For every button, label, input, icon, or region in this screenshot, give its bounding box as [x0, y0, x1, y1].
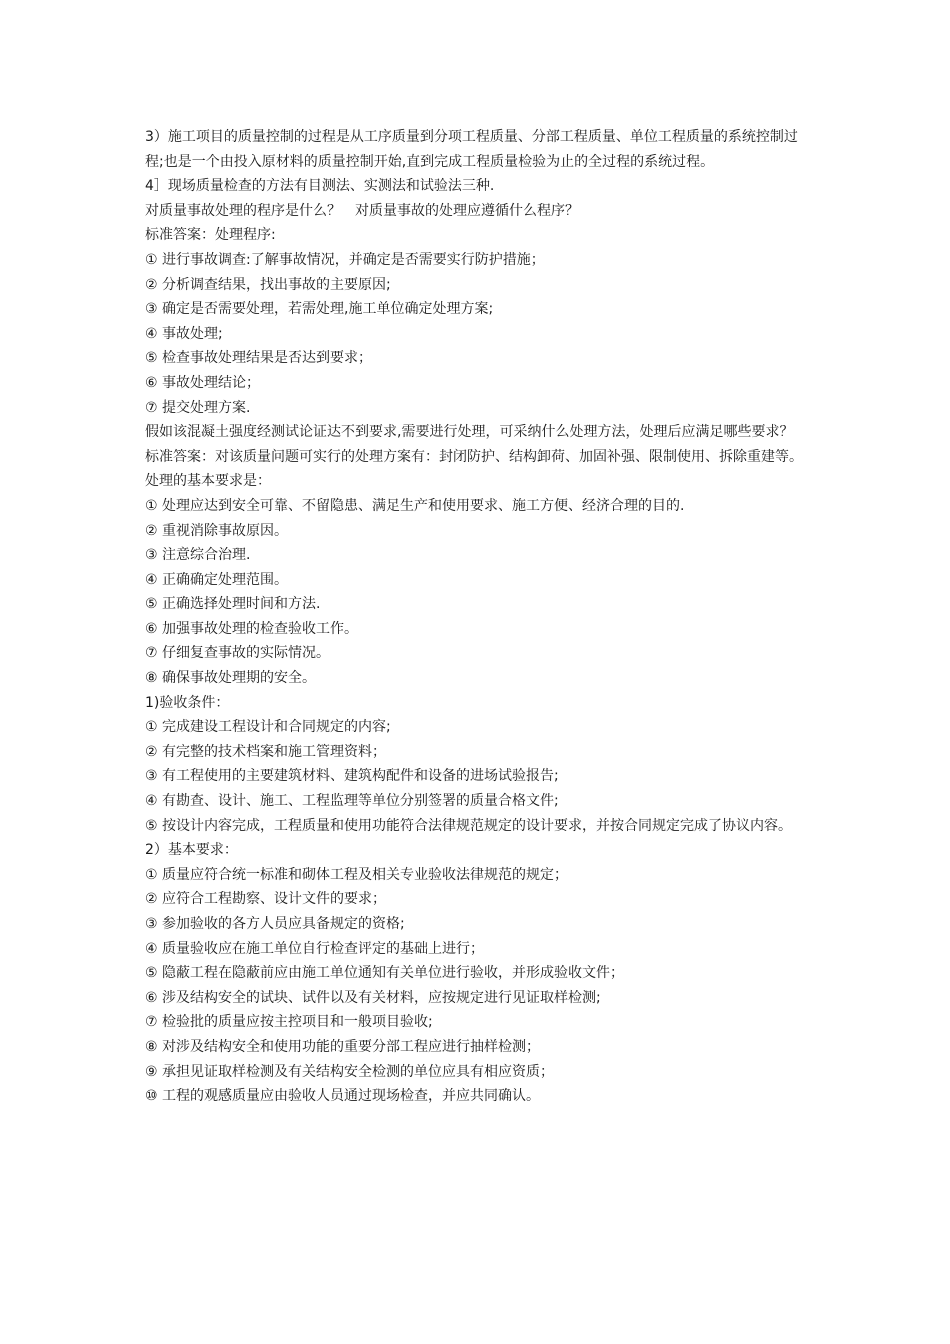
procedure-item: ② 分析调查结果，找出事故的主要原因;: [145, 276, 391, 293]
requirement-item: ⑤ 正确选择处理时间和方法.: [145, 596, 321, 613]
basic-requirement-item: ⑥ 涉及结构安全的试块、试件以及有关材料，应按规定进行见证取样检测;: [145, 989, 601, 1006]
basic-requirement-item: ⑦ 检验批的质量应按主控项目和一般项目验收;: [145, 1014, 433, 1031]
paragraph-inspection-methods: 4］现场质量检查的方法有目测法、实测法和试验法三种.: [145, 178, 495, 195]
basic-requirement-item: ④ 质量验收应在施工单位自行检查评定的基础上进行；: [145, 940, 484, 957]
requirement-item: ③ 注意综合治理.: [145, 547, 251, 564]
requirement-item: ⑦ 仔细复查事故的实际情况。: [145, 645, 331, 662]
answer-heading-procedure: 标准答案：处理程序:: [145, 227, 276, 244]
paragraph-quality-control-process: 3）施工项目的质量控制的过程是从工序质量到分项工程质量、分部工程质量、单位工程质量的系统控制过程;也是一个由投入原材料的质量控制开始,直到完成工程质量检验为止的全过程的系统过程。: [145, 129, 798, 170]
procedure-item: ⑦ 提交处理方案.: [145, 399, 251, 416]
procedure-item: ① 进行事故调查:了解事故情况，并确定是否需要实行防护措施；: [145, 251, 545, 268]
question-concrete-strength: 假如该混凝土强度经测试论证达不到要求,需要进行处理，可采纳什么处理方法，处理后应满足哪些要求？: [145, 424, 794, 441]
acceptance-condition-item: ③ 有工程使用的主要建筑材料、建筑构配件和设备的进场试验报告;: [145, 768, 559, 785]
procedure-item: ⑥ 事故处理结论；: [145, 374, 261, 391]
requirements-heading: 处理的基本要求是：: [145, 473, 271, 490]
basic-requirement-item: ⑩ 工程的观感质量应由验收人员通过现场检查，并应共同确认。: [145, 1088, 540, 1105]
acceptance-condition-item: ① 完成建设工程设计和合同规定的内容;: [145, 719, 391, 736]
basic-requirement-item: ① 质量应符合统一标准和砌体工程及相关专业验收法律规范的规定；: [145, 866, 568, 883]
basic-requirement-item: ⑧ 对涉及结构安全和使用功能的重要分部工程应进行抽样检测；: [145, 1038, 540, 1055]
basic-requirements-heading: 2）基本要求：: [145, 842, 238, 859]
acceptance-condition-item: ⑤ 按设计内容完成，工程质量和使用功能符合法律规范规定的设计要求，并按合同规定完成了协议内容。: [145, 817, 792, 834]
basic-requirement-item: ② 应符合工程勘察、设计文件的要求；: [145, 891, 386, 908]
basic-requirement-item: ⑨ 承担见证取样检测及有关结构安全检测的单位应具有相应资质；: [145, 1063, 554, 1080]
procedure-item: ④ 事故处理;: [145, 325, 223, 342]
basic-requirement-item: ③ 参加验收的各方人员应具备规定的资格;: [145, 916, 405, 932]
document-body: [145, 125, 810, 1109]
requirement-item: ④ 正确确定处理范围。: [145, 571, 289, 588]
basic-requirement-item: ⑤ 隐蔽工程在隐蔽前应由施工单位通知有关单位进行验收，并形成验收文件；: [145, 965, 624, 982]
acceptance-condition-item: ② 有完整的技术档案和施工管理资料；: [145, 743, 386, 760]
acceptance-condition-item: ④ 有勘查、设计、施工、工程监理等单位分别签署的质量合格文件;: [145, 793, 559, 810]
acceptance-conditions-heading: 1)验收条件：: [145, 694, 230, 711]
requirement-item: ⑧ 确保事故处理期的安全。: [145, 670, 317, 687]
answer-treatment-options: 标准答案：对该质量问题可实行的处理方案有：封闭防护、结构卸荷、加固补强、限制使用、拆除重建等。: [145, 448, 803, 465]
requirement-item: ② 重视消除事故原因。: [145, 522, 289, 539]
procedure-item: ⑤ 检查事故处理结果是否达到要求；: [145, 350, 373, 367]
question-accident-procedure: 对质量事故处理的程序是什么？ 对质量事故的处理应遵循什么程序？: [145, 202, 579, 219]
requirement-item: ① 处理应达到安全可靠、不留隐患、满足生产和使用要求、施工方便、经济合理的目的.: [145, 497, 685, 514]
requirement-item: ⑥ 加强事故处理的检查验收工作。: [145, 620, 359, 637]
procedure-item: ③ 确定是否需要处理，若需处理,施工单位确定处理方案;: [145, 301, 494, 318]
